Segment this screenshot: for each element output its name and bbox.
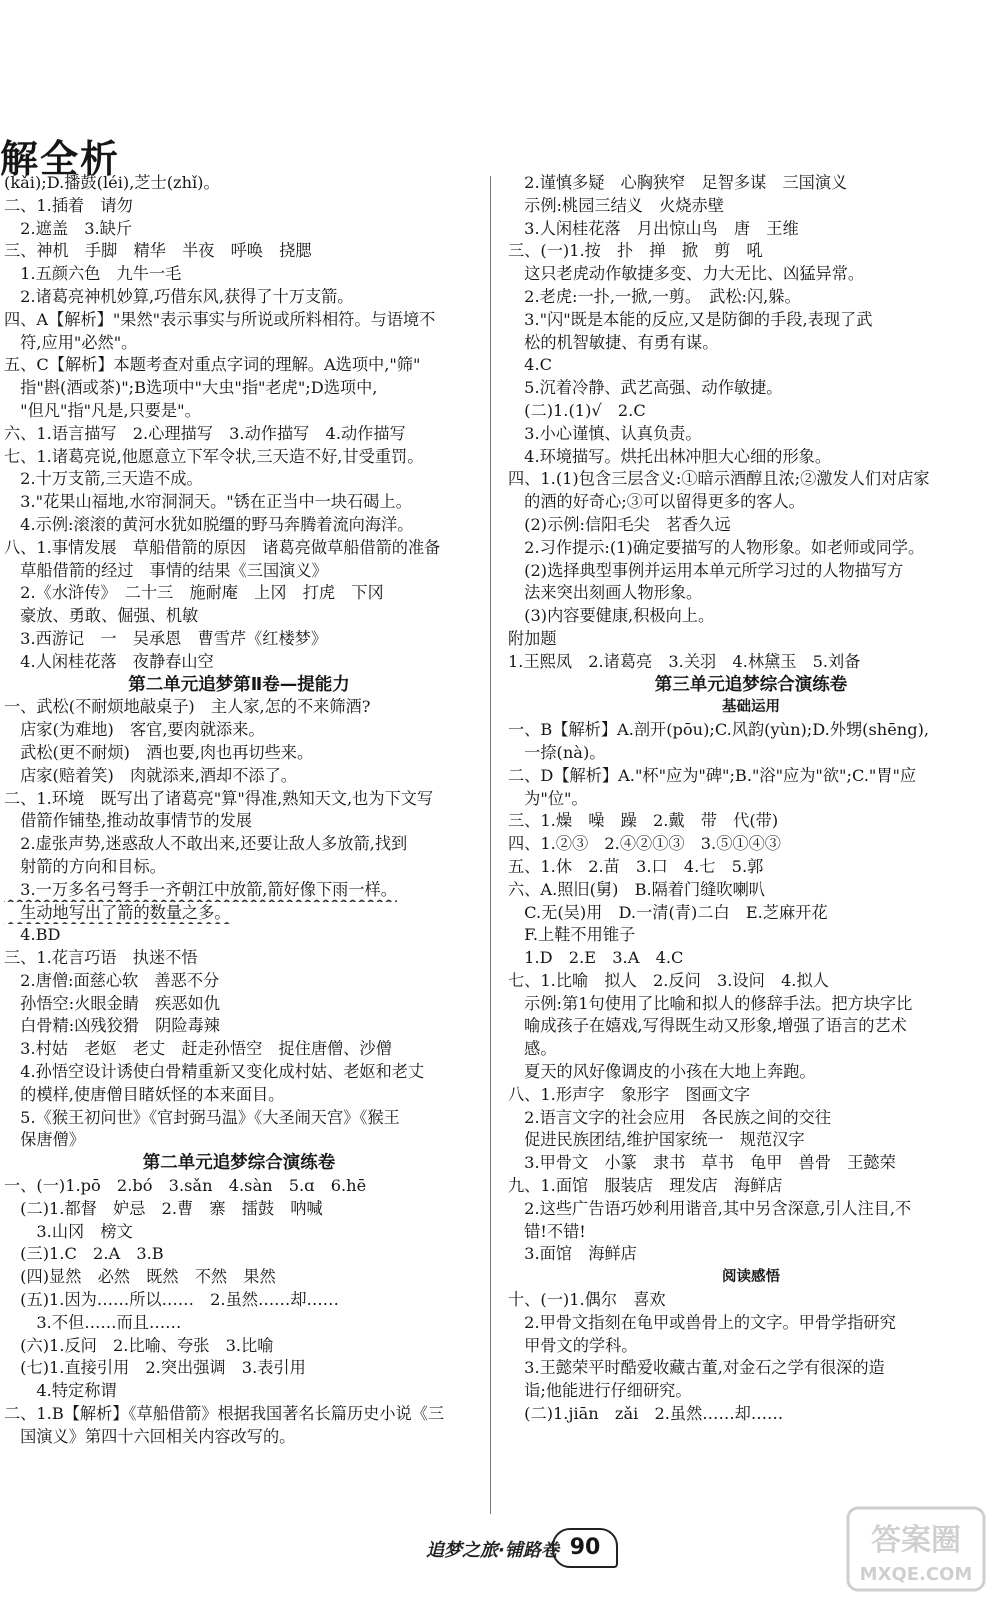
answer-line: 四、A【解析】"果然"表示事实与所说或所料相符。与语境不 — [4, 309, 436, 329]
answer-line: F.上鞋不用锥子 — [508, 925, 636, 945]
answer-line: 2.《水浒传》 二十三 施耐庵 上冈 打虎 下冈 — [4, 583, 384, 603]
answer-line: 2.这些广告语巧妙利用谐音,其中另含深意,引人注目,不 — [508, 1198, 912, 1218]
answer-line: 十、(一)1.偶尔 喜欢 — [508, 1290, 666, 1310]
answer-line: 生动地写出了箭的数量之多。 — [4, 902, 231, 922]
answer-line: 夏天的风好像调皮的小孩在大地上奔跑。 — [508, 1062, 816, 1082]
answer-line: 国演义》第四十六回相关内容改写的。 — [4, 1426, 296, 1446]
answer-line: 一、武松(不耐烦地敲桌子) 主人家,怎的不来筛酒? — [4, 697, 371, 717]
answer-line: 诣;他能进行仔细研究。 — [508, 1381, 692, 1401]
answer-line: 五、C【解析】本题考查对重点字词的理解。A选项中,"筛" — [4, 355, 421, 375]
answer-line: 5.沉着冷静、武艺高强、动作敏捷。 — [508, 378, 783, 398]
answer-line: 错!不错! — [508, 1221, 586, 1241]
answer-line: 五、1.休 2.苗 3.口 4.七 5.郭 — [508, 856, 764, 876]
answer-line: 3.不但……而且…… — [4, 1312, 182, 1332]
answer-line: 3.面馆 海鲜店 — [508, 1244, 637, 1264]
answer-line: (五)1.因为……所以…… 2.虽然……却…… — [4, 1290, 339, 1310]
answer-line: 八、1.事情发展 草船借箭的原因 诸葛亮做草船借箭的准备 — [4, 537, 441, 557]
answer-line: 3.王懿荣平时酷爱收藏古董,对金石之学有很深的造 — [508, 1358, 885, 1378]
answer-line: 二、1.B【解析】《草船借箭》根据我国著名长篇历史小说《三 — [4, 1404, 445, 1424]
answer-line: 3."花果山福地,水帘洞洞天。"锈在正当中一块石碣上。 — [4, 492, 412, 512]
answer-line: 二、1.插着 请勿 — [4, 195, 133, 215]
answer-line: 三、神机 手脚 精华 半夜 呼唤 挠腮 — [4, 241, 312, 261]
answer-line: 六、1.语言描写 2.心理描写 3.动作描写 4.动作描写 — [4, 423, 406, 443]
section-heading: 阅读感悟 — [722, 1269, 780, 1286]
answer-line: 3.人闲桂花落 月出惊山鸟 唐 王维 — [508, 218, 799, 238]
section-heading: 第二单元追梦综合演练卷 — [142, 1153, 336, 1174]
answer-line: 七、1.诸葛亮说,他愿意立下军令状,三天造不好,甘受重罚。 — [4, 446, 424, 466]
answer-line: 为"位"。 — [508, 788, 588, 808]
watermark-bottom-text: MXQE.COM — [859, 1564, 973, 1585]
answer-line: "但凡"指"凡是,只要是"。 — [4, 400, 201, 420]
answer-line: (二)1.(1)√ 2.C — [508, 400, 646, 420]
answer-line: 指"斟(酒或茶)";B选项中"大虫"指"老虎";D选项中, — [4, 378, 378, 398]
answer-line: (3)内容要健康,积极向上。 — [508, 606, 715, 626]
answer-line: (kǎi);D.播鼓(léi),芝士(zhǐ)。 — [4, 173, 220, 192]
footer-brand: 追梦之旅·铺路卷 — [426, 1540, 559, 1561]
answer-line: 3."闪"既是本能的反应,又是防御的手段,表现了武 — [508, 309, 873, 329]
answer-line: 草船借箭的经过 事情的结果《三国演义》 — [4, 560, 328, 580]
answer-line: 4.孙悟空设计诱使白骨精重新又变化成村姑、老妪和老丈 — [4, 1062, 425, 1082]
answer-line: 武松(更不耐烦) 酒也要,肉也再切些来。 — [4, 742, 314, 762]
answer-line: 七、1.比喻 拟人 2.反问 3.设问 4.拟人 — [508, 970, 829, 990]
answer-line: (二)1.都督 妒忌 2.曹 寨 擂鼓 呐喊 — [4, 1198, 323, 1218]
section-heading: 基础运用 — [722, 699, 780, 716]
answer-line: 2.唐僧:面慈心软 善恶不分 — [4, 970, 220, 990]
answer-line: 2.老虎:一扑,一掀,一剪。 武松:闪,躲。 — [508, 286, 801, 306]
answer-line: 3.村姑 老妪 老丈 赶走孙悟空 捉住唐僧、沙僧 — [4, 1039, 392, 1059]
answer-line: 1.王熙凤 2.诸葛亮 3.关羽 4.林黛玉 5.刘备 — [508, 651, 861, 671]
answer-line: 白骨精:凶残狡猾 阴险毒辣 — [4, 1016, 220, 1036]
page-number: 90 — [552, 1528, 618, 1568]
section-heading: 第三单元追梦综合演练卷 — [654, 674, 848, 695]
answer-line: 4.环境描写。烘托出林冲胆大心细的形象。 — [508, 446, 832, 466]
answer-line: 借箭作铺垫,推动故事情节的发展 — [4, 811, 252, 831]
answer-line: 附加题 — [508, 628, 557, 648]
answer-line: 三、1.燥 噪 躁 2.戴 带 代(带) — [508, 811, 779, 831]
answer-line: 四、1.(1)包含三层含义:①暗示酒醇且浓;②激发人们对店家 — [508, 469, 930, 489]
answer-line: (六)1.反问 2.比喻、夸张 3.比喻 — [4, 1335, 274, 1355]
answer-line: 3.甲骨文 小篆 隶书 草书 龟甲 兽骨 王懿荣 — [508, 1153, 896, 1173]
answer-line: 松的机智敏捷、有勇有谋。 — [508, 332, 719, 352]
answer-line: C.无(吴)用 D.一清(青)二白 E.芝麻开花 — [508, 902, 828, 922]
answer-line: 射箭的方向和目标。 — [4, 856, 166, 876]
answer-line: 4.BD — [4, 925, 61, 945]
answer-line: (七)1.直接引用 2.突出强调 3.表引用 — [4, 1358, 306, 1378]
answer-line: 喻成孩子在嬉戏,写得既生动又形象,增强了语言的艺术 — [508, 1016, 907, 1036]
answer-line: 2.十万支箭,三天造不成。 — [4, 469, 203, 489]
left-column — [4, 172, 474, 1449]
answer-line: 孙悟空:火眼金睛 疾恶如仇 — [4, 993, 220, 1013]
answer-line: 八、1.形声字 象形字 图画文字 — [508, 1084, 751, 1104]
answer-line: 二、D【解析】A."杯"应为"碑";B."浴"应为"欲";C."胃"应 — [508, 765, 917, 785]
answer-line: 2.遮盖 3.缺斤 — [4, 218, 133, 238]
answer-line: 1.五颜六色 九牛一毛 — [4, 264, 182, 284]
answer-line: 这只老虎动作敏捷多变、力大无比、凶猛异常。 — [508, 264, 865, 284]
answer-line: 一、(一)1.pō 2.bó 3.sǎn 4.sàn 5.ɑ 6.hē — [4, 1176, 367, 1196]
answer-line: 2.甲骨文指刻在龟甲或兽骨上的文字。甲骨学指研究 — [508, 1312, 896, 1332]
answer-line: 二、1.环境 既写出了诸葛亮"算"得准,熟知天文,也为下文写 — [4, 788, 434, 808]
answer-line: 4.特定称谓 — [4, 1381, 117, 1401]
answer-line: 三、1.花言巧语 执迷不悟 — [4, 948, 198, 968]
answer-line: 3.西游记 一 吴承恩 曹雪芹《红楼梦》 — [4, 628, 328, 648]
answer-line: 三、(一)1.按 扑 掸 掀 剪 吼 — [508, 241, 763, 261]
answer-line: 4.示例:滚滚的黄河水犹如脱缰的野马奔腾着流向海洋。 — [4, 514, 414, 534]
answer-line: (2)示例:信阳毛尖 茗香久远 — [508, 514, 731, 534]
answer-line: 店家(为难地) 客官,要肉就添来。 — [4, 720, 265, 740]
answer-line: 示例:桃园三结义 火烧赤壁 — [508, 195, 724, 215]
answer-line: 3.山冈 榜文 — [4, 1221, 133, 1241]
answer-line: (2)选择典型事例并运用本单元所学习过的人物描写方 — [508, 560, 904, 580]
answer-line: 促进民族团结,维护国家统一 规范汉字 — [508, 1130, 805, 1150]
answer-line: 3.小心谨慎、认真负责。 — [508, 423, 702, 443]
answer-line: 一、B【解析】A.剖开(pōu);C.风韵(yùn);D.外甥(shēng), — [508, 720, 930, 740]
answer-line: 店家(赔着笑) 肉就添来,酒却不添了。 — [4, 765, 297, 785]
answer-line: 1.D 2.E 3.A 4.C — [508, 948, 684, 968]
answer-line: 甲骨文的学科。 — [508, 1335, 638, 1355]
right-column — [508, 172, 994, 1426]
watermark-top-text: 答案圈 — [871, 1523, 961, 1558]
answer-line: (二)1.jiān zǎi 2.虽然……却…… — [508, 1404, 784, 1424]
answer-line: 保唐僧》 — [4, 1130, 85, 1150]
answer-line: 4.C — [508, 355, 553, 375]
section-heading: 第二单元追梦第Ⅱ卷—提能力 — [128, 674, 350, 695]
answer-line: 九、1.面馆 服装店 理发店 海鲜店 — [508, 1176, 783, 1196]
answer-line: 2.诸葛亮神机妙算,巧借东风,获得了十万支箭。 — [4, 286, 354, 306]
answer-line: 3.一万多名弓弩手一齐朝江中放箭,箭好像下雨一样。 — [4, 879, 397, 899]
answer-line: 六、A.照旧(舅) B.隔着门缝吹喇叭 — [508, 879, 765, 899]
answer-line: 法来突出刻画人物形象。 — [508, 583, 703, 603]
answer-line: 示例:第1句使用了比喻和拟人的修辞手法。把方块字比 — [508, 993, 913, 1013]
answer-line: 2.习作提示:(1)确定要描写的人物形象。如老师或同学。 — [508, 537, 925, 557]
answer-line: 2.谨慎多疑 心胸狭窄 足智多谋 三国演义 — [508, 173, 848, 192]
column-divider — [490, 176, 491, 1514]
answer-line: (三)1.C 2.A 3.B — [4, 1244, 164, 1264]
answer-line: 4.人闲桂花落 夜静春山空 — [4, 651, 214, 671]
answer-line: 豪放、勇敢、倔强、机敏 — [4, 606, 199, 626]
answer-line: 符,应用"必然"。 — [4, 332, 138, 352]
answer-line: 四、1.②③ 2.④②①③ 3.⑤①④③ — [508, 834, 781, 854]
answer-line: 的模样,使唐僧目睹妖怪的本来面目。 — [4, 1084, 285, 1104]
answer-line: 2.语言文字的社会应用 各民族之间的交往 — [508, 1107, 832, 1127]
answer-line: 2.虚张声势,迷惑敌人不敢出来,还要让敌人多放箭,找到 — [4, 834, 408, 854]
answer-line: 感。 — [508, 1039, 557, 1059]
answer-line: 的酒的好奇心;③可以留得更多的客人。 — [508, 492, 805, 512]
answer-line: 一捺(nà)。 — [508, 742, 606, 762]
answer-line: 5.《猴王初问世》《官封弼马温》《大圣闹天宫》《猴王 — [4, 1107, 400, 1127]
watermark-logo — [846, 1506, 986, 1592]
page-title: 解全析 — [0, 137, 121, 181]
answer-line: (四)显然 必然 既然 不然 果然 — [4, 1267, 276, 1287]
